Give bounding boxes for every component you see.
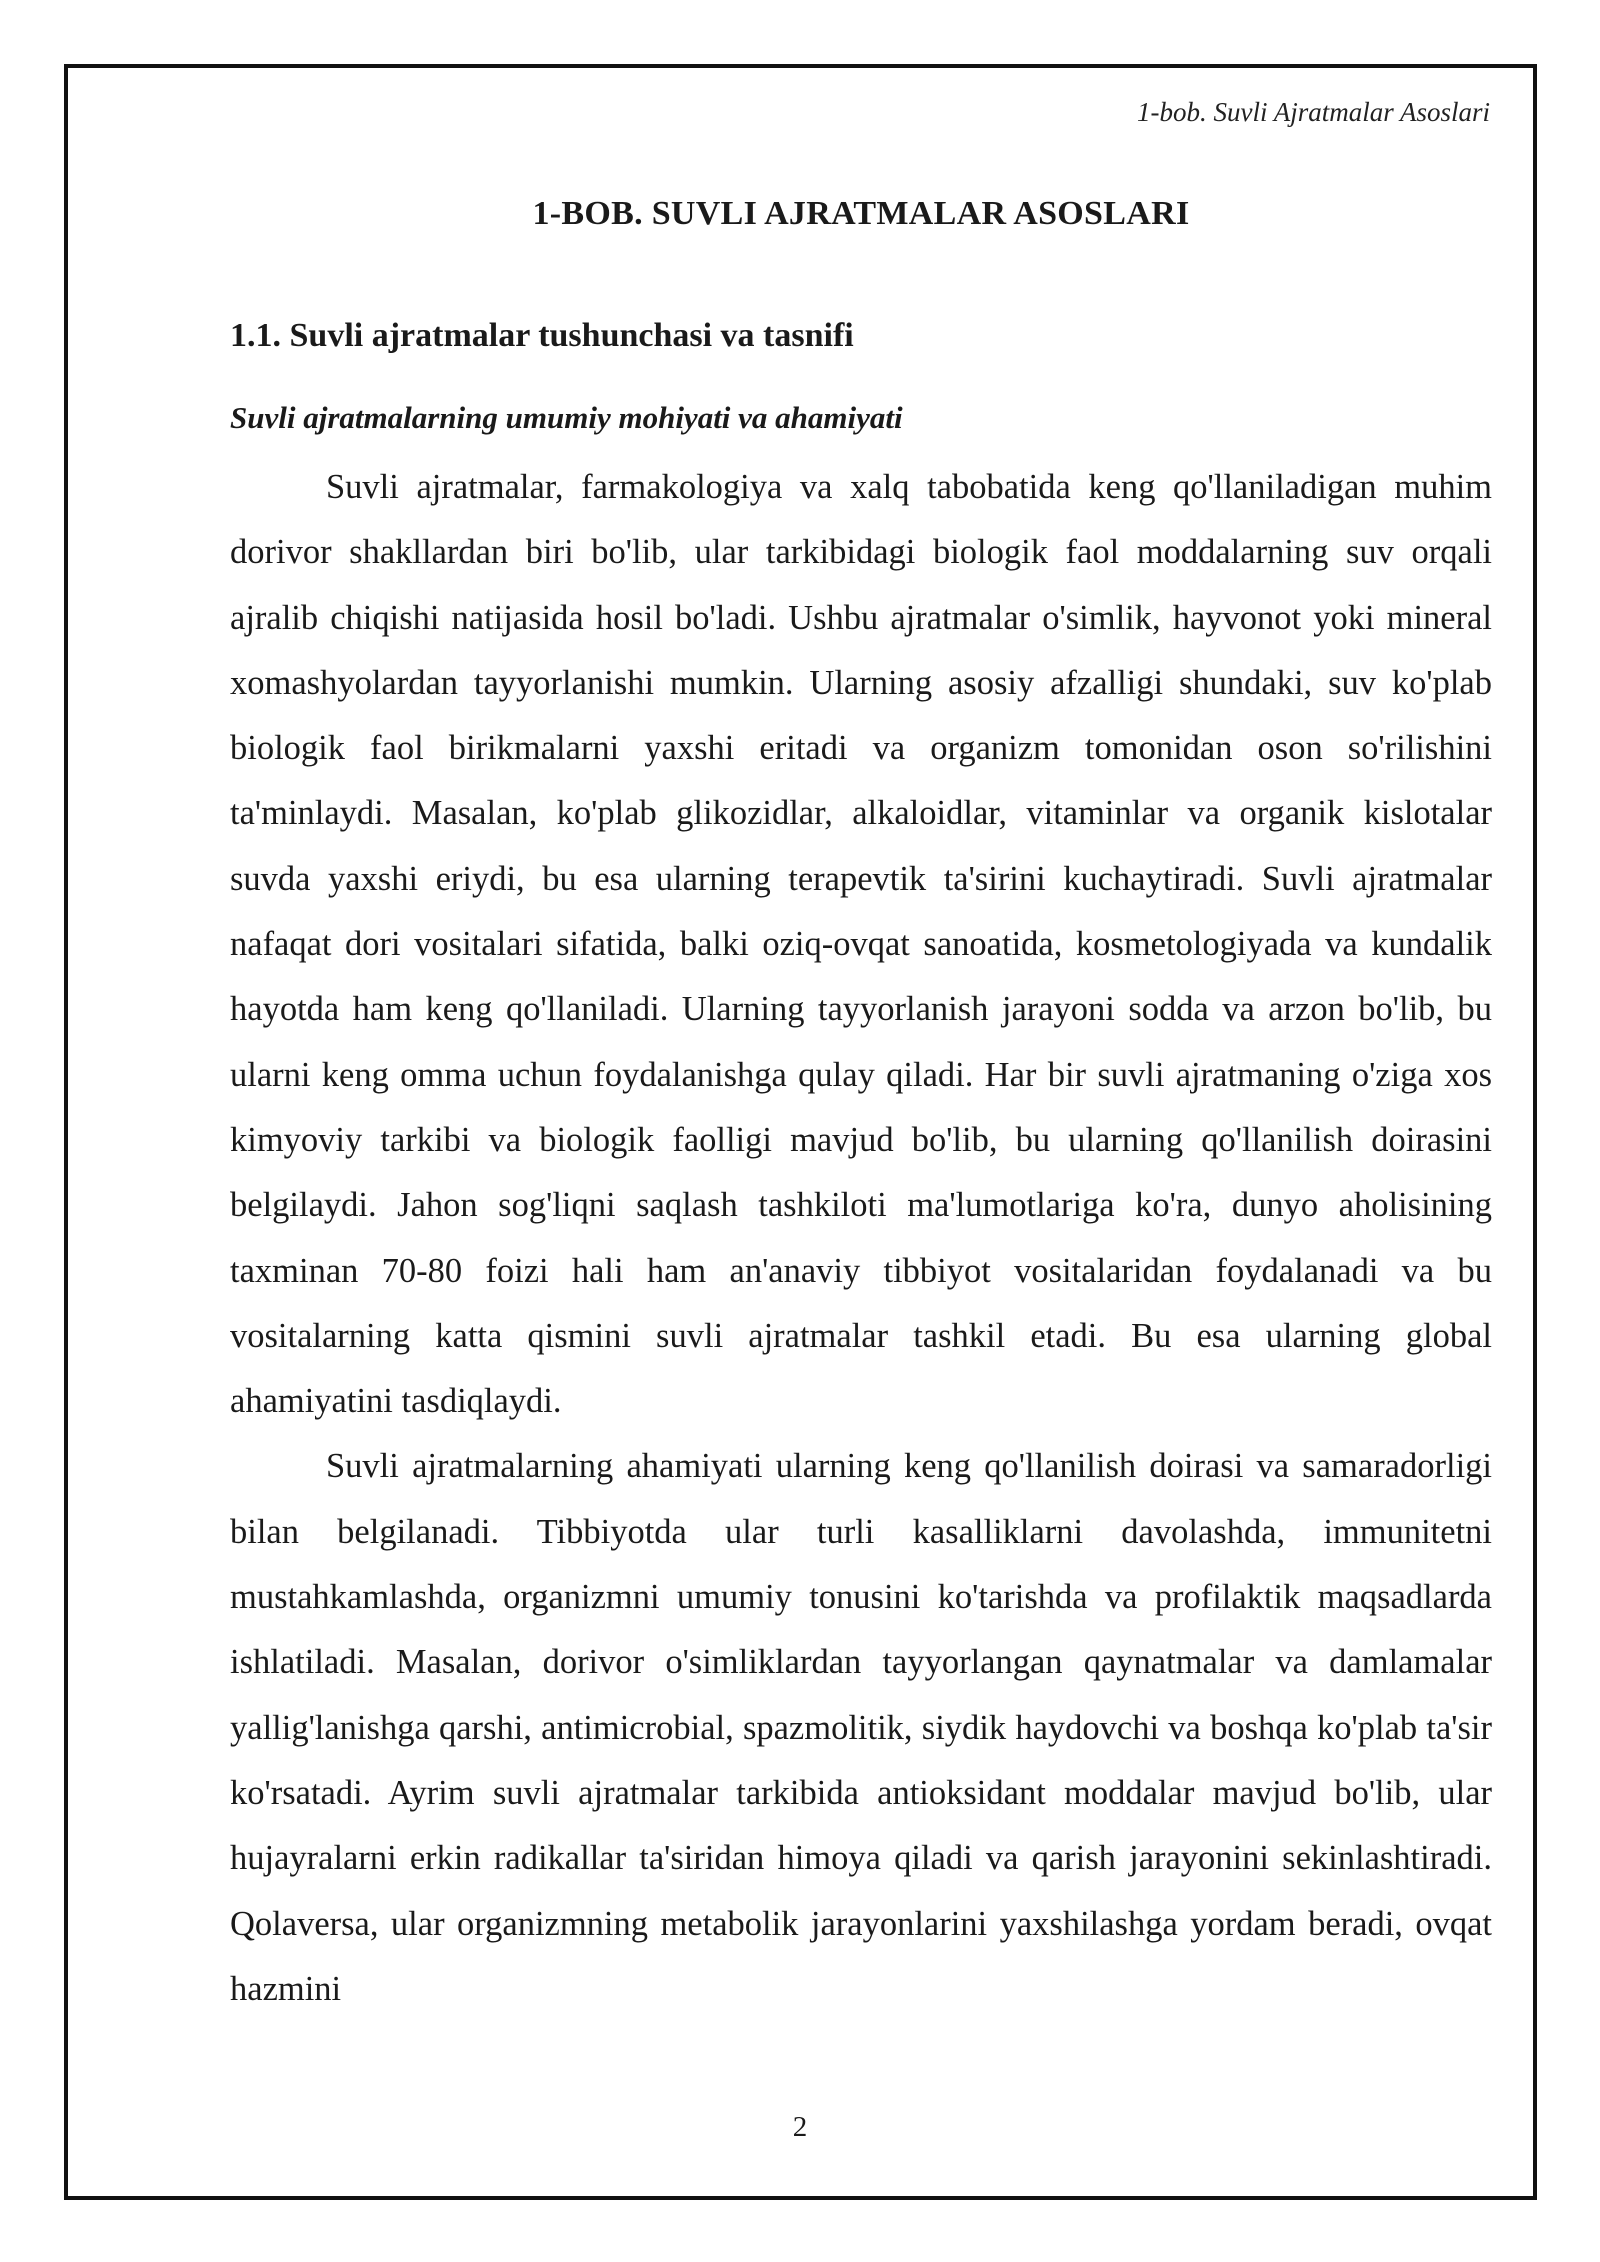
body-paragraph-1: Suvli ajratmalar, farmakologiya va xalq tabobatida keng qo'llaniladigan muhim dorivor shakllardan biri bo'lib, ular tarkibidagi biologik faol moddalarning suv orqali ajralib chiqishi natijasida hosil bo'ladi. Ushbu ajratmalar o'simlik, hayvonot yoki mineral xomashyolardan tayyorlanishi mumkin. Ularning asosiy afzalligi shundaki, suv ko'plab biologik faol birikmalarni yaxshi eritadi va organizm tomonidan oson so'rilishini ta'minlaydi. Masalan, ko'plab glikozidlar, alkaloidlar, vitaminlar va organik kislotalar suvda yaxshi eriydi, bu esa ularning terapevtik ta'sirini kuchaytiradi. Suvli ajratmalar nafaqat dori vositalari sifatida, balki oziq-ovqat sanoatida, kosmetologiyada va kundalik hayotda ham keng qo'llaniladi. Ularning tayyorlanish jarayoni sodda va arzon bo'lib, bu ularni keng omma uchun foydalanishga qulay qiladi. Har bir suvli ajratmaning o'ziga xos kimyoviy tarkibi va biologik faolligi mavjud bo'lib, bu ularning qo'llanilish doirasini belgilaydi. Jahon sog'liqni saqlash tashkiloti ma'lumotlariga ko'ra, dunyo aholisining taxminan 70-80 foizi hali ham an'anaviy tibbiyot vositalaridan foydalanadi va bu vositalarning katta qismini suvli ajratmalar tashkil etadi. Bu esa ularning global ahamiyatini tasdiqlaydi. (230, 468, 1492, 1421)
subsection-title: Suvli ajratmalarning umumiy mohiyati va ahamiyati (230, 400, 903, 435)
body-paragraph-2: Suvli ajratmalarning ahamiyati ularning keng qo'llanilish doirasi va samaradorligi bilan belgilanadi. Tibbiyotda ular turli kasalliklarni davolashda, immunitetni mustahkamlashda, organizmni umumiy tonusini ko'tarishda va profilaktik maqsadlarda ishlatiladi. Masalan, dorivor o'simliklardan tayyorlangan qaynatmalar va damlamalar yallig'lanishga qarshi, antimicrobial, spazmolitik, siydik haydovchi va boshqa ko'plab ta'sir ko'rsatadi. Ayrim suvli ajratmalar tarkibida antioksidant moddalar mavjud bo'lib, ular hujayralarni erkin radikallar ta'siridan himoya qiladi va qarish jarayonini sekinlashtiradi. Qolaversa, ular organizmning metabolik jarayonlarini yaxshilashga yordam beradi, ovqat hazmini (230, 1447, 1492, 2008)
page-content (230, 185, 1492, 2022)
page-number: 2 (792, 2111, 808, 2143)
running-header: 1-bob. Suvli Ajratmalar Asoslari (1136, 97, 1490, 127)
section-title: 1.1. Suvli ajratmalar tushunchasi va tasnifi (230, 317, 854, 354)
chapter-title: 1-BOB. SUVLI AJRATMALAR ASOSLARI (532, 195, 1190, 232)
